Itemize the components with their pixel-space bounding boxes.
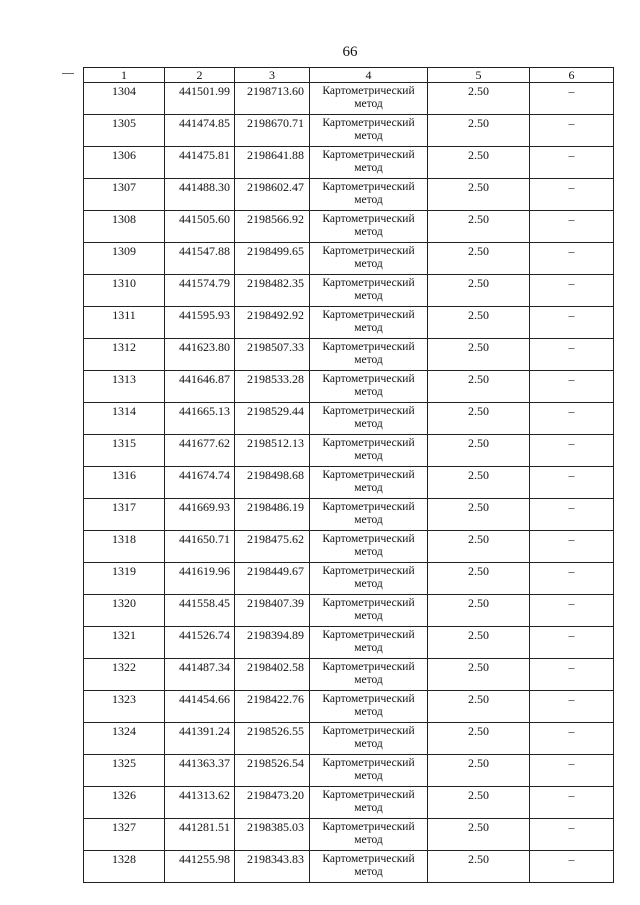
table-row xyxy=(84,371,614,403)
x-coordinate-cell: 441623.80 xyxy=(165,339,235,371)
accuracy-cell: 2.50 xyxy=(428,595,530,627)
description-cell: – xyxy=(530,531,614,563)
description-cell: – xyxy=(530,339,614,371)
accuracy-cell: 2.50 xyxy=(428,627,530,659)
method-cell xyxy=(310,819,428,851)
method-line-1: Картометрический xyxy=(322,213,415,225)
method-line-2: метод xyxy=(354,514,383,526)
description-cell: – xyxy=(530,403,614,435)
table-row xyxy=(84,499,614,531)
method-cell xyxy=(310,179,428,211)
point-number-cell: 1312 xyxy=(84,339,165,371)
method-cell xyxy=(310,211,428,243)
method-cell xyxy=(310,755,428,787)
y-coordinate-cell: 2198512.13 xyxy=(235,435,310,467)
y-coordinate-cell: 2198475.62 xyxy=(235,531,310,563)
point-number-cell: 1304 xyxy=(84,83,165,115)
point-number-cell: 1308 xyxy=(84,211,165,243)
method-line-1: Картометрический xyxy=(322,85,415,97)
x-coordinate-cell: 441475.81 xyxy=(165,147,235,179)
accuracy-cell: 2.50 xyxy=(428,467,530,499)
table-body xyxy=(84,83,614,883)
table-row xyxy=(84,627,614,659)
method-line-2: метод xyxy=(354,322,383,334)
y-coordinate-cell: 2198526.55 xyxy=(235,723,310,755)
point-number-cell: 1306 xyxy=(84,147,165,179)
description-cell: – xyxy=(530,83,614,115)
table-row xyxy=(84,435,614,467)
method-line-1: Картометрический xyxy=(322,309,415,321)
method-line-1: Картометрический xyxy=(322,565,415,577)
method-cell xyxy=(310,787,428,819)
x-coordinate-cell: 441665.13 xyxy=(165,403,235,435)
accuracy-cell: 2.50 xyxy=(428,499,530,531)
method-cell xyxy=(310,371,428,403)
y-coordinate-cell: 2198507.33 xyxy=(235,339,310,371)
description-cell: – xyxy=(530,275,614,307)
accuracy-cell: 2.50 xyxy=(428,211,530,243)
method-line-1: Картометрический xyxy=(322,693,415,705)
description-cell: – xyxy=(530,499,614,531)
method-line-2: метод xyxy=(354,706,383,718)
description-cell: – xyxy=(530,371,614,403)
column-header: 1 xyxy=(84,68,165,83)
method-cell xyxy=(310,435,428,467)
coordinates-table xyxy=(83,67,614,883)
table-row xyxy=(84,531,614,563)
method-line-2: метод xyxy=(354,354,383,366)
accuracy-cell: 2.50 xyxy=(428,691,530,723)
accuracy-cell: 2.50 xyxy=(428,403,530,435)
description-cell: – xyxy=(530,115,614,147)
point-number-cell: 1322 xyxy=(84,659,165,691)
y-coordinate-cell: 2198566.92 xyxy=(235,211,310,243)
description-cell: – xyxy=(530,659,614,691)
point-number-cell: 1325 xyxy=(84,755,165,787)
method-line-2: метод xyxy=(354,578,383,590)
method-line-2: метод xyxy=(354,162,383,174)
point-number-cell: 1320 xyxy=(84,595,165,627)
x-coordinate-cell: 441501.99 xyxy=(165,83,235,115)
accuracy-cell: 2.50 xyxy=(428,179,530,211)
description-cell: – xyxy=(530,723,614,755)
method-cell xyxy=(310,563,428,595)
method-line-2: метод xyxy=(354,130,383,142)
description-cell: – xyxy=(530,627,614,659)
method-line-2: метод xyxy=(354,770,383,782)
column-header: 5 xyxy=(428,68,530,83)
method-line-1: Картометрический xyxy=(322,821,415,833)
method-cell xyxy=(310,723,428,755)
method-cell xyxy=(310,339,428,371)
accuracy-cell: 2.50 xyxy=(428,83,530,115)
accuracy-cell: 2.50 xyxy=(428,659,530,691)
table-row xyxy=(84,307,614,339)
method-line-1: Картометрический xyxy=(322,277,415,289)
table-row xyxy=(84,83,614,115)
table-row xyxy=(84,659,614,691)
method-cell xyxy=(310,595,428,627)
table-row xyxy=(84,275,614,307)
accuracy-cell: 2.50 xyxy=(428,819,530,851)
x-coordinate-cell: 441677.62 xyxy=(165,435,235,467)
column-header: 6 xyxy=(530,68,614,83)
method-line-2: метод xyxy=(354,642,383,654)
method-line-2: метод xyxy=(354,546,383,558)
y-coordinate-cell: 2198499.65 xyxy=(235,243,310,275)
point-number-cell: 1323 xyxy=(84,691,165,723)
method-line-2: метод xyxy=(354,674,383,686)
point-number-cell: 1327 xyxy=(84,819,165,851)
point-number-cell: 1321 xyxy=(84,627,165,659)
accuracy-cell: 2.50 xyxy=(428,435,530,467)
accuracy-cell: 2.50 xyxy=(428,115,530,147)
accuracy-cell: 2.50 xyxy=(428,307,530,339)
accuracy-cell: 2.50 xyxy=(428,275,530,307)
method-line-2: метод xyxy=(354,482,383,494)
column-header: 4 xyxy=(310,68,428,83)
x-coordinate-cell: 441488.30 xyxy=(165,179,235,211)
method-line-2: метод xyxy=(354,386,383,398)
point-number-cell: 1319 xyxy=(84,563,165,595)
y-coordinate-cell: 2198343.83 xyxy=(235,851,310,883)
accuracy-cell: 2.50 xyxy=(428,243,530,275)
y-coordinate-cell: 2198529.44 xyxy=(235,403,310,435)
table-row xyxy=(84,339,614,371)
method-line-1: Картометрический xyxy=(322,341,415,353)
description-cell: – xyxy=(530,435,614,467)
table-row xyxy=(84,115,614,147)
table-row xyxy=(84,851,614,883)
method-line-1: Картометрический xyxy=(322,117,415,129)
y-coordinate-cell: 2198526.54 xyxy=(235,755,310,787)
accuracy-cell: 2.50 xyxy=(428,531,530,563)
method-line-1: Картометрический xyxy=(322,757,415,769)
x-coordinate-cell: 441595.93 xyxy=(165,307,235,339)
table-row xyxy=(84,755,614,787)
point-number-cell: 1305 xyxy=(84,115,165,147)
accuracy-cell: 2.50 xyxy=(428,147,530,179)
x-coordinate-cell: 441505.60 xyxy=(165,211,235,243)
method-line-1: Картометрический xyxy=(322,469,415,481)
table-row xyxy=(84,179,614,211)
method-cell xyxy=(310,147,428,179)
description-cell: – xyxy=(530,147,614,179)
method-line-1: Картометрический xyxy=(322,533,415,545)
y-coordinate-cell: 2198385.03 xyxy=(235,819,310,851)
point-number-cell: 1307 xyxy=(84,179,165,211)
description-cell: – xyxy=(530,307,614,339)
y-coordinate-cell: 2198641.88 xyxy=(235,147,310,179)
method-line-2: метод xyxy=(354,802,383,814)
y-coordinate-cell: 2198713.60 xyxy=(235,83,310,115)
method-line-2: метод xyxy=(354,738,383,750)
method-line-2: метод xyxy=(354,98,383,110)
point-number-cell: 1314 xyxy=(84,403,165,435)
point-number-cell: 1310 xyxy=(84,275,165,307)
x-coordinate-cell: 441391.24 xyxy=(165,723,235,755)
method-cell xyxy=(310,627,428,659)
point-number-cell: 1317 xyxy=(84,499,165,531)
x-coordinate-cell: 441619.96 xyxy=(165,563,235,595)
method-line-2: метод xyxy=(354,610,383,622)
column-header: 2 xyxy=(165,68,235,83)
method-cell xyxy=(310,499,428,531)
y-coordinate-cell: 2198422.76 xyxy=(235,691,310,723)
point-number-cell: 1324 xyxy=(84,723,165,755)
description-cell: – xyxy=(530,179,614,211)
method-line-2: метод xyxy=(354,450,383,462)
method-line-1: Картометрический xyxy=(322,725,415,737)
method-cell xyxy=(310,115,428,147)
method-cell xyxy=(310,659,428,691)
point-number-cell: 1328 xyxy=(84,851,165,883)
accuracy-cell: 2.50 xyxy=(428,755,530,787)
method-line-1: Картометрический xyxy=(322,661,415,673)
table-row xyxy=(84,595,614,627)
y-coordinate-cell: 2198482.35 xyxy=(235,275,310,307)
table-row xyxy=(84,787,614,819)
description-cell: – xyxy=(530,691,614,723)
point-number-cell: 1313 xyxy=(84,371,165,403)
description-cell: – xyxy=(530,595,614,627)
method-line-2: метод xyxy=(354,226,383,238)
scan-mark xyxy=(62,73,74,74)
y-coordinate-cell: 2198394.89 xyxy=(235,627,310,659)
x-coordinate-cell: 441646.87 xyxy=(165,371,235,403)
description-cell: – xyxy=(530,787,614,819)
method-cell xyxy=(310,691,428,723)
x-coordinate-cell: 441558.45 xyxy=(165,595,235,627)
description-cell: – xyxy=(530,243,614,275)
accuracy-cell: 2.50 xyxy=(428,723,530,755)
y-coordinate-cell: 2198407.39 xyxy=(235,595,310,627)
method-line-1: Картометрический xyxy=(322,373,415,385)
method-cell xyxy=(310,531,428,563)
accuracy-cell: 2.50 xyxy=(428,563,530,595)
method-line-1: Картометрический xyxy=(322,597,415,609)
x-coordinate-cell: 441281.51 xyxy=(165,819,235,851)
method-line-1: Картометрический xyxy=(322,501,415,513)
table-header-row xyxy=(84,68,614,83)
table-row xyxy=(84,243,614,275)
x-coordinate-cell: 441474.85 xyxy=(165,115,235,147)
y-coordinate-cell: 2198533.28 xyxy=(235,371,310,403)
description-cell: – xyxy=(530,563,614,595)
method-line-1: Картометрический xyxy=(322,437,415,449)
method-line-2: метод xyxy=(354,258,383,270)
description-cell: – xyxy=(530,755,614,787)
x-coordinate-cell: 441669.93 xyxy=(165,499,235,531)
table-row xyxy=(84,403,614,435)
table-row xyxy=(84,563,614,595)
point-number-cell: 1318 xyxy=(84,531,165,563)
accuracy-cell: 2.50 xyxy=(428,787,530,819)
method-cell xyxy=(310,83,428,115)
point-number-cell: 1326 xyxy=(84,787,165,819)
table-row xyxy=(84,211,614,243)
method-line-1: Картометрический xyxy=(322,629,415,641)
y-coordinate-cell: 2198486.19 xyxy=(235,499,310,531)
point-number-cell: 1311 xyxy=(84,307,165,339)
y-coordinate-cell: 2198670.71 xyxy=(235,115,310,147)
accuracy-cell: 2.50 xyxy=(428,371,530,403)
accuracy-cell: 2.50 xyxy=(428,339,530,371)
method-line-1: Картометрический xyxy=(322,853,415,865)
x-coordinate-cell: 441454.66 xyxy=(165,691,235,723)
y-coordinate-cell: 2198402.58 xyxy=(235,659,310,691)
point-number-cell: 1316 xyxy=(84,467,165,499)
description-cell: – xyxy=(530,851,614,883)
y-coordinate-cell: 2198498.68 xyxy=(235,467,310,499)
y-coordinate-cell: 2198449.67 xyxy=(235,563,310,595)
y-coordinate-cell: 2198473.20 xyxy=(235,787,310,819)
method-line-1: Картометрический xyxy=(322,405,415,417)
table-row xyxy=(84,691,614,723)
method-line-1: Картометрический xyxy=(322,245,415,257)
column-header: 3 xyxy=(235,68,310,83)
x-coordinate-cell: 441363.37 xyxy=(165,755,235,787)
table-row xyxy=(84,723,614,755)
method-line-1: Картометрический xyxy=(322,181,415,193)
x-coordinate-cell: 441487.34 xyxy=(165,659,235,691)
method-line-1: Картометрический xyxy=(322,149,415,161)
method-cell xyxy=(310,403,428,435)
x-coordinate-cell: 441547.88 xyxy=(165,243,235,275)
x-coordinate-cell: 441574.79 xyxy=(165,275,235,307)
method-cell xyxy=(310,275,428,307)
table-row xyxy=(84,147,614,179)
method-line-2: метод xyxy=(354,834,383,846)
method-line-2: метод xyxy=(354,290,383,302)
x-coordinate-cell: 441313.62 xyxy=(165,787,235,819)
method-line-1: Картометрический xyxy=(322,789,415,801)
point-number-cell: 1309 xyxy=(84,243,165,275)
point-number-cell: 1315 xyxy=(84,435,165,467)
x-coordinate-cell: 441526.74 xyxy=(165,627,235,659)
x-coordinate-cell: 441255.98 xyxy=(165,851,235,883)
method-line-2: метод xyxy=(354,866,383,878)
accuracy-cell: 2.50 xyxy=(428,851,530,883)
table-row xyxy=(84,819,614,851)
x-coordinate-cell: 441674.74 xyxy=(165,467,235,499)
x-coordinate-cell: 441650.71 xyxy=(165,531,235,563)
method-cell xyxy=(310,851,428,883)
y-coordinate-cell: 2198602.47 xyxy=(235,179,310,211)
description-cell: – xyxy=(530,467,614,499)
y-coordinate-cell: 2198492.92 xyxy=(235,307,310,339)
method-cell xyxy=(310,467,428,499)
description-cell: – xyxy=(530,211,614,243)
page-number: 66 xyxy=(342,44,358,60)
table-row xyxy=(84,467,614,499)
method-line-2: метод xyxy=(354,194,383,206)
method-cell xyxy=(310,307,428,339)
method-cell xyxy=(310,243,428,275)
description-cell: – xyxy=(530,819,614,851)
method-line-2: метод xyxy=(354,418,383,430)
